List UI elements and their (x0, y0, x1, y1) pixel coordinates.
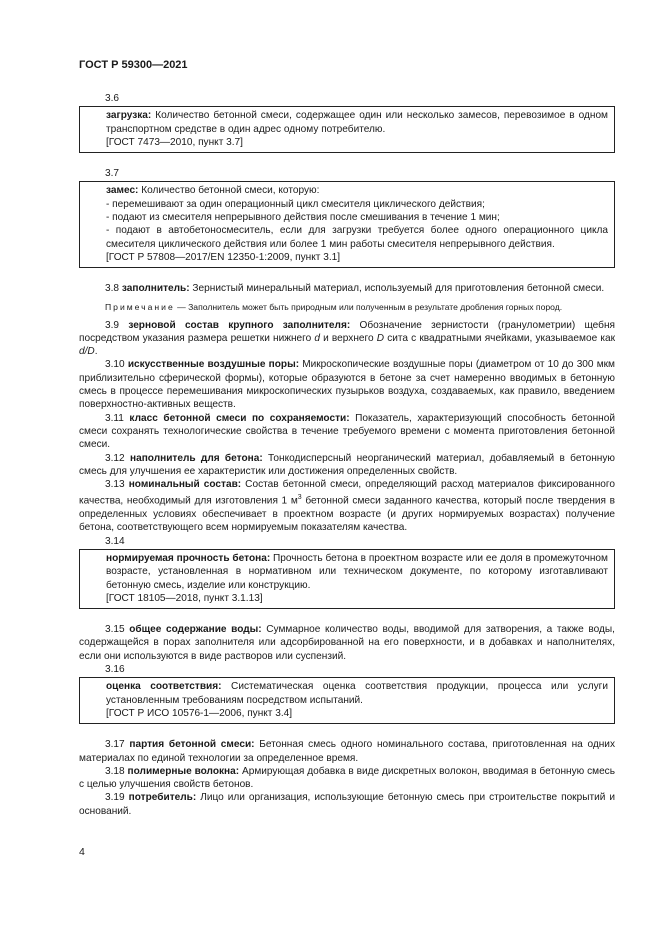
document-body (79, 92, 615, 818)
term-definition (106, 184, 608, 197)
term-number: 3.19 (105, 792, 125, 804)
term-number: 3.6 (105, 93, 120, 104)
term-paragraph (79, 282, 615, 295)
term-name: оценка соответствия: (106, 681, 222, 693)
definition-text: Обозначение зернистости (гранулометрии) щебня посредством указания размера решетки нижнего (79, 319, 615, 344)
definition-text: Состав бетонной смеси, определяющий расход материалов фиксированного качества, необходимый для изготовления 1 м (79, 479, 615, 507)
term-name: загрузка: (106, 110, 152, 122)
term-name: искусственные воздушные поры: (127, 359, 300, 371)
term-name: заполнитель: (121, 283, 190, 295)
definition-text: Микроскопические воздушные поры (диаметром от 10 до 300 мкм приблизительно сферической формы), которые образуются в бетоне за счет намеренно вводимых в бетонную смесь в процессе перемешивания микроскопических пузырьков воздуха, создаваемых, как правило, введением поверхностно-активных веществ. (79, 359, 615, 411)
definition-text: Лицо или организация, использующие бетонную смесь при строительстве покрытий и оснований. (79, 792, 615, 817)
term-source: [ГОСТ 18105—2018, пункт 3.1.13] (106, 592, 263, 604)
term-source: [ГОСТ Р ИСО 10576-1—2006, пункт 3.4] (106, 707, 293, 719)
term-number: 3.17 (105, 739, 125, 751)
term-definition (106, 680, 608, 707)
list-item: - перемешивают за один операционный цикл смесителя циклического действия; (106, 198, 485, 210)
quoted-term-box (79, 677, 615, 724)
note-label: Примечание (105, 301, 175, 312)
term-paragraph (79, 412, 615, 452)
definition-text: Систематическая оценка соответствия продукции, процесса или услуги установленным требованиям посредством испытаний. (106, 681, 608, 706)
term-source: [ГОСТ Р 57808—2017/EN 12350-1:2009, пункт 3.1] (106, 251, 341, 263)
term-paragraph (79, 765, 615, 792)
term-name: наполнитель для бетона: (129, 452, 263, 464)
definition-text: Количество бетонной смеси, содержащее один или несколько замесов, перевозимое в одном транспортном средстве в один адрес одному потребителю. (106, 110, 608, 135)
term-number: 3.16 (105, 664, 125, 676)
definition-text: сита с квадратными ячейками, указываемое как (384, 332, 615, 344)
term-definition (106, 552, 608, 592)
definition-text: бетонной смеси заданного качества, который после твердения в определенных условиях обеспечивает в проектном возрасте (и других нормируемых возрастах) получение бетона, соответствующего всем нормируемым показателям качества. (79, 495, 616, 534)
definition-text: Прочность бетона в проектном возрасте или ее доля в промежуточном возрасте, установленная в нормативном или техническом документе, по которому изготавливают бетонную смесь, изделие или конструкцию. (106, 552, 608, 591)
term-source: [ГОСТ 7473—2010, пункт 3.7] (106, 136, 243, 148)
definition-text: . (94, 346, 98, 358)
note-text: — Заполнитель может быть природным или полученным в результате дробления горных пород. (174, 301, 563, 312)
term-paragraph (79, 452, 615, 479)
term-paragraph (79, 623, 615, 663)
term-paragraph (79, 738, 615, 765)
term-number: 3.15 (105, 624, 125, 636)
term-name: потребитель: (128, 792, 197, 804)
term-number: 3.12 (105, 452, 125, 464)
term-number: 3.13 (105, 479, 125, 491)
term-name: нормируемая прочность бетона: (106, 552, 271, 564)
term-number: 3.7 (105, 168, 120, 180)
term-name: партия бетонной смеси: (129, 739, 255, 751)
term-name: номинальный состав: (128, 479, 242, 491)
term-number: 3.14 (105, 535, 125, 547)
definition-text: Суммарное количество воды, вводимой для затворения, а также воды, содержащейся в порах заполнителя или адсорбированной на его поверхности, и в добавках и наполнителях, если они используются в виде растворов или суспензий. (79, 624, 615, 662)
term-paragraph (79, 319, 615, 359)
definition-text: Количество бетонной смеси, которую: (138, 185, 320, 197)
definition-text: Тонкодисперсный неорганический материал, добавляемый в бетонную смесь для улучшения ее характеристик или достижения определенных свойств. (79, 452, 615, 477)
term-number: 3.18 (105, 765, 125, 777)
quoted-term-box (79, 549, 615, 609)
term-number: 3.8 (105, 283, 120, 295)
term-name: общее содержание воды: (129, 624, 262, 636)
definition-text: Показатель, характеризующий способность бетонной смеси сохранять технологические свойства в течение требуемого времени с момента приготовления бетонной смеси. (79, 412, 615, 451)
definition-text: и верхнего (320, 332, 377, 344)
term-name: зерновой состав крупного заполнителя: (128, 319, 351, 331)
term-definition (106, 109, 608, 136)
list-item (86, 224, 608, 251)
definition-text: Бетонная смесь одного номинального состава, приготовленная на одних материалах по единой технологии за определенное время. (79, 739, 615, 764)
term-name: замес: (106, 185, 139, 197)
definition-text: Зернистый минеральный материал, используемый для приготовления бетонной смеси. (189, 283, 605, 295)
term-paragraph (79, 791, 615, 818)
variable: d (314, 332, 320, 344)
list-item-text: - подают в автобетоносмеситель, если для загрузки требуется более одного операционного цикла смесителя циклического действия или более 1 мин работы смесителя непрерывного действия. (106, 225, 608, 250)
quoted-term-box (79, 181, 615, 268)
page-number: 4 (79, 846, 85, 858)
term-number: 3.10 (105, 359, 125, 371)
term-name: полимерные волокна: (127, 765, 240, 777)
document-header: ГОСТ Р 59300—2021 (79, 59, 188, 71)
term-name: класс бетонной смеси по сохраняемости: (129, 412, 350, 424)
variable: d/D (79, 346, 95, 358)
definition-text: Армирующая добавка в виде дискретных волокон, вводимая в бетонную смесь с целью улучшения свойств бетонов. (79, 765, 615, 791)
term-paragraph (79, 478, 615, 535)
note (79, 301, 615, 313)
list-item: - подают из смесителя непрерывного действия после смешивания в течение 1 мин; (106, 212, 500, 224)
variable: D (376, 332, 385, 344)
superscript: 3 (297, 494, 302, 502)
term-number: 3.11 (105, 412, 124, 424)
term-number: 3.9 (105, 319, 120, 331)
quoted-term-box (79, 106, 615, 153)
term-paragraph (79, 358, 615, 411)
